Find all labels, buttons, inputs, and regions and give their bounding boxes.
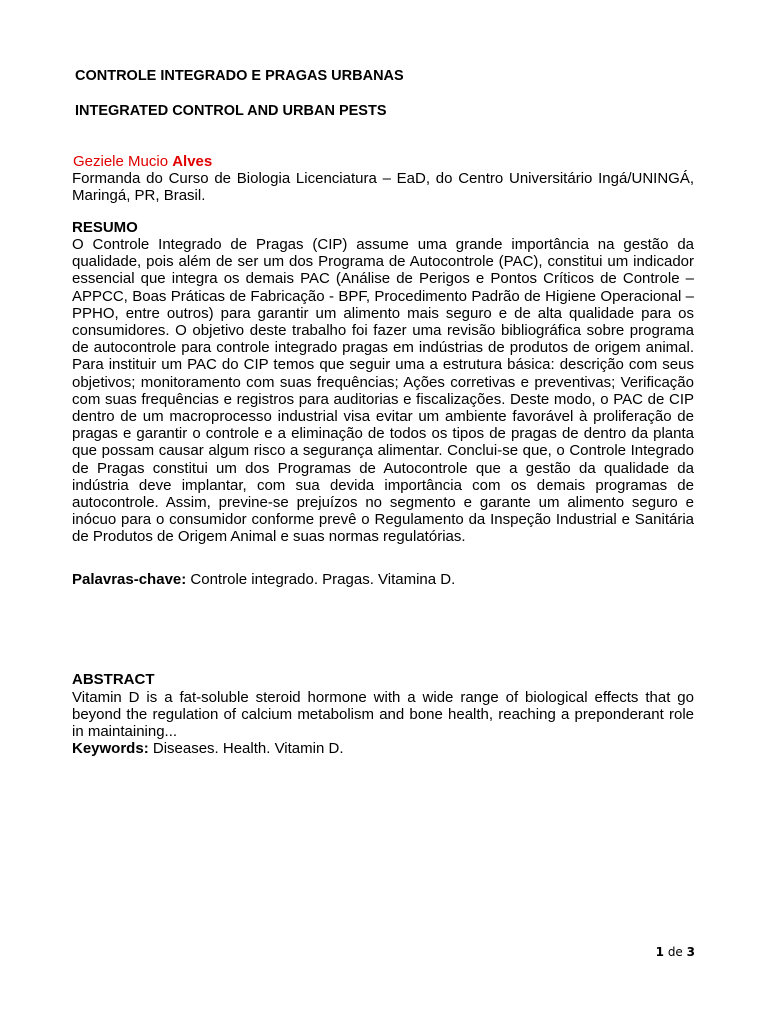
title-portuguese: CONTROLE INTEGRADO E PRAGAS URBANAS [75, 68, 404, 84]
abstract-heading: ABSTRACT [72, 671, 155, 688]
keywords-values: Diseases. Health. Vitamin D. [148, 740, 344, 757]
resumo-heading: RESUMO [72, 219, 138, 236]
abstract-body: Vitamin D is a fat-soluble steroid hormone with a wide range of biological effects that go beyond the regulation of calcium metabolism and bone health, reaching a preponderant role in maintaining... [72, 689, 694, 740]
page-number-current: 1 [655, 945, 664, 959]
author-affiliation: Formanda do Curso de Biologia Licenciatura – EaD, do Centro Universitário Ingá/UNINGÁ, Maringá, PR, Brasil. [72, 170, 694, 204]
page-number-separator: de [664, 945, 687, 959]
author-surname: Alves [172, 153, 213, 170]
title-english: INTEGRATED CONTROL AND URBAN PESTS [75, 103, 387, 119]
resumo-body: O Controle Integrado de Pragas (CIP) assume uma grande importância na gestão da qualidade, pois além de ser um dos Programa de Autocontrole (PAC), constitui um indicador essencial que integra os demais PAC (Análise de Perigos e Pontos Críticos de Controle – APPCC, Boas Práticas de Fabricação - BPF, Procedimento Padrão de Higiene Operacional – PPHO, entre outros) para garantir um alimento mais seguro e de alta qualidade para os consumidores. O objetivo deste trabalho foi fazer uma revisão bibliográfica sobre programa de autocontrole para controle integrado pragas em indústrias de produtos de origem animal. Para instituir um PAC do CIP temos que seguir uma a estrutura básica: descrição com seus objetivos; monitoramento com suas frequências; Ações corretivas e preventivas; Verificação com suas frequências e registros para auditorias e fiscalizações. Deste modo, o PAC de CIP dentro de um macroprocesso industrial visa evitar um ambiente favorável à proliferação de pragas e garantir o controle e a eliminação de todos os tipos de pragas de dentro da planta que possam causar algum risco a segurança alimentar. Conclui-se que, o Controle Integrado de Pragas constitui um dos Programas de Autocontrole que a gestão da qualidade da indústria deve implantar, com sua devida importância com os demais programas de autocontrole. Assim, previne-se prejuízos no segmento e garante um alimento seguro e inócuo para o consumidor conforme prevê o Regulamento da Inspeção Industrial e Sanitária de Produtos de Origem Animal e suas normas regulatórias. [72, 236, 694, 546]
keywords [72, 740, 344, 757]
palavras-chave-values: Controle integrado. Pragas. Vitamina D. [186, 571, 456, 588]
palavras-chave [72, 571, 455, 588]
palavras-chave-label: Palavras-chave: [72, 571, 187, 588]
keywords-label: Keywords: [72, 740, 149, 757]
page-number [656, 945, 695, 959]
page-number-total: 3 [686, 945, 695, 959]
author-given-names: Geziele Mucio [73, 153, 169, 170]
author-name [73, 153, 212, 170]
